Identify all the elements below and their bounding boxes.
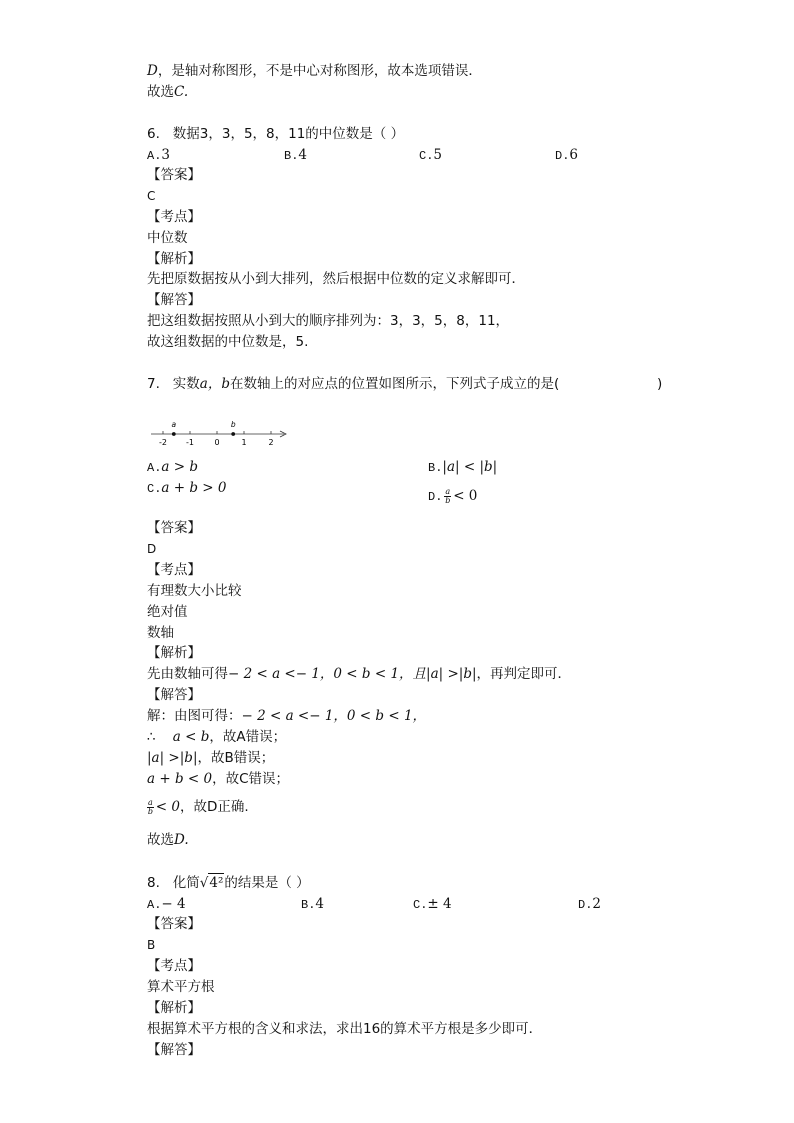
point-b-label: b: [230, 420, 236, 429]
q7-conclusion: 故选D.: [147, 832, 189, 848]
q8-analysis: 根据算术平方根的含义和求法，求出16的算术平方根是多少即可．: [147, 1021, 543, 1037]
q6-topic-heading: 【考点】: [147, 209, 201, 225]
q7-solution-heading: 【解答】: [147, 687, 201, 703]
q6-option-b: B.4: [284, 147, 307, 163]
q6-stem: 6. 数据3，3，5，8，11的中位数是（ ）: [147, 126, 405, 142]
q7-answer: D: [147, 542, 157, 556]
q6-option-a: A.3: [147, 147, 170, 163]
q7-answer-heading: 【答案】: [147, 520, 201, 536]
q7-solution-line: 解：由图可得：− 2 < a <− 1，0 < b < 1，: [147, 708, 427, 724]
number-line-tick-label: 1: [241, 438, 247, 447]
q8-option-a: A.− 4: [147, 896, 186, 912]
q6-option-d: D.6: [555, 147, 578, 163]
q8-answer: B: [147, 938, 156, 952]
q7-solution-line: ∴ a < b，故A错误；: [147, 729, 287, 745]
q7-topic: 数轴: [147, 625, 174, 641]
number-line-tick-label: 2: [268, 438, 274, 447]
q7-option-a: A.a > b: [147, 459, 198, 475]
q7-option-c: C.a + b > 0: [147, 480, 227, 496]
q6-solution-heading: 【解答】: [147, 292, 201, 308]
q7-option-d: D. $\frac{a}{b}$ < 0: [428, 486, 478, 505]
prev-d-explanation: D，是轴对称图形，不是中心对称图形，故本选项错误．: [147, 63, 482, 79]
number-line-tick-label: 0: [214, 438, 220, 447]
q8-option-d: D.2: [578, 896, 601, 912]
q7-stem-close: ): [657, 376, 663, 392]
q6-analysis-heading: 【解析】: [147, 251, 201, 267]
prev-conclusion: 故选C.: [147, 84, 189, 100]
q8-option-b: B.4: [301, 896, 324, 912]
point-a-label: a: [171, 420, 177, 429]
q7-solution-line: |a| >|b|，故B错误；: [147, 750, 275, 766]
q6-solution-line: 把这组数据按照从小到大的顺序排列为：3，3，5，8，11，: [147, 313, 510, 329]
q6-solution-line: 故这组数据的中位数是，5.: [147, 334, 309, 350]
q8-analysis-heading: 【解析】: [147, 1000, 201, 1016]
q8-solution-heading: 【解答】: [147, 1042, 201, 1058]
q7-topic: 有理数大小比较: [147, 583, 242, 599]
number-line-figure: [147, 418, 292, 450]
q7-analysis-heading: 【解析】: [147, 645, 201, 661]
point-a-dot: [172, 432, 176, 436]
q6-option-c: C.5: [419, 147, 442, 163]
q8-topic: 算术平方根: [147, 979, 215, 995]
q8-option-c: C.± 4: [413, 896, 452, 912]
q8-topic-heading: 【考点】: [147, 958, 201, 974]
q7-solution-line: $\frac{a}{b}$ < 0，故D正确.: [147, 797, 249, 816]
q8-stem: 8. 化简√4²的结果是（ ）: [147, 875, 310, 891]
q7-stem: 7. 实数a，b在数轴上的对应点的位置如图所示，下列式子成立的是(: [147, 376, 560, 392]
fraction: $\frac{a}{b}$: [445, 486, 451, 505]
fraction: $\frac{a}{b}$: [147, 797, 153, 816]
q7-solution-line: a + b < 0，故C错误；: [147, 771, 290, 787]
q8-answer-heading: 【答案】: [147, 916, 201, 932]
point-b-dot: [231, 432, 235, 436]
square-root: √4²: [199, 875, 224, 891]
q7-analysis: 先由数轴可得− 2 < a <− 1，0 < b < 1，且|a| >|b|，再判定即可．: [147, 666, 572, 682]
q7-topic: 绝对值: [147, 604, 188, 620]
q6-topic: 中位数: [147, 230, 188, 246]
q6-answer-heading: 【答案】: [147, 167, 201, 183]
q6-analysis: 先把原数据按从小到大排列，然后根据中位数的定义求解即可．: [147, 271, 525, 287]
number-line-tick-label: -1: [186, 438, 194, 447]
q6-answer: C: [147, 189, 156, 203]
number-line-tick-label: -2: [159, 438, 167, 447]
q7-option-b: B.|a| < |b|: [428, 459, 498, 475]
q7-topic-heading: 【考点】: [147, 562, 201, 578]
